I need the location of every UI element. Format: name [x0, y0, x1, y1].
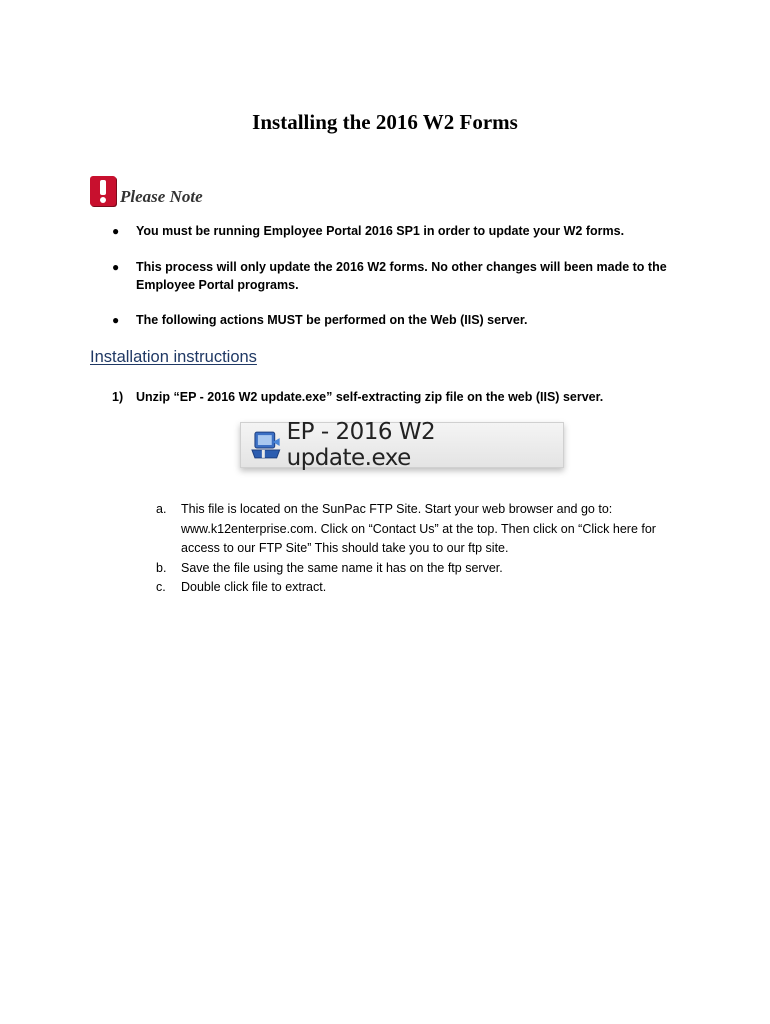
substep-text: access to our FTP Site” This should take you to our ftp site. [181, 541, 509, 555]
substep-text: www.k12enterprise.com. Click on “Contact Us” at the top. Then click on “Click here for [181, 521, 656, 536]
substep-text: Save the file using the same name it has on the ftp server. [181, 560, 503, 575]
note-header [90, 172, 203, 206]
step-1 [112, 388, 692, 406]
bullet-icon: ● [112, 260, 120, 274]
substep-item [156, 578, 696, 598]
substep-letter: c. [156, 580, 166, 594]
bullet-icon: ● [112, 313, 120, 327]
self-extracting-archive-icon [249, 428, 283, 462]
step-text: Unzip “EP - 2016 W2 update.exe” self-extracting zip file on the web (IIS) server. [136, 390, 604, 404]
note-list [112, 222, 692, 329]
note-item-text: You must be running Employee Portal 2016 SP1 in order to update your W2 forms. [136, 224, 625, 238]
note-item-text: This process will only update the 2016 W2 forms. No other changes will been made to the [136, 260, 667, 274]
substep-item [156, 559, 696, 579]
substep-letter: b. [156, 560, 167, 575]
substep-text: This file is located on the SunPac FTP Site. Start your web browser and go to: [181, 502, 613, 516]
substep-item [156, 500, 696, 559]
substep-list [156, 500, 696, 598]
step-number: 1) [112, 390, 124, 404]
substep-letter: a. [156, 502, 167, 516]
section-heading: Installation instructions [90, 348, 257, 366]
file-badge [240, 419, 564, 471]
note-heading: Please Note [120, 187, 203, 206]
note-item [112, 311, 692, 329]
exclamation-icon [90, 176, 116, 206]
note-item [112, 258, 692, 294]
substep-text: Double click file to extract. [181, 580, 327, 594]
note-item [112, 222, 692, 240]
file-name: EP - 2016 W2 update.exe [286, 419, 436, 471]
page-title: Installing the 2016 W2 Forms [252, 110, 518, 134]
note-item-text: Employee Portal programs. [136, 278, 299, 292]
note-item-text: The following actions MUST be performed on the Web (IIS) server. [136, 313, 528, 327]
bullet-icon: ● [112, 224, 120, 238]
